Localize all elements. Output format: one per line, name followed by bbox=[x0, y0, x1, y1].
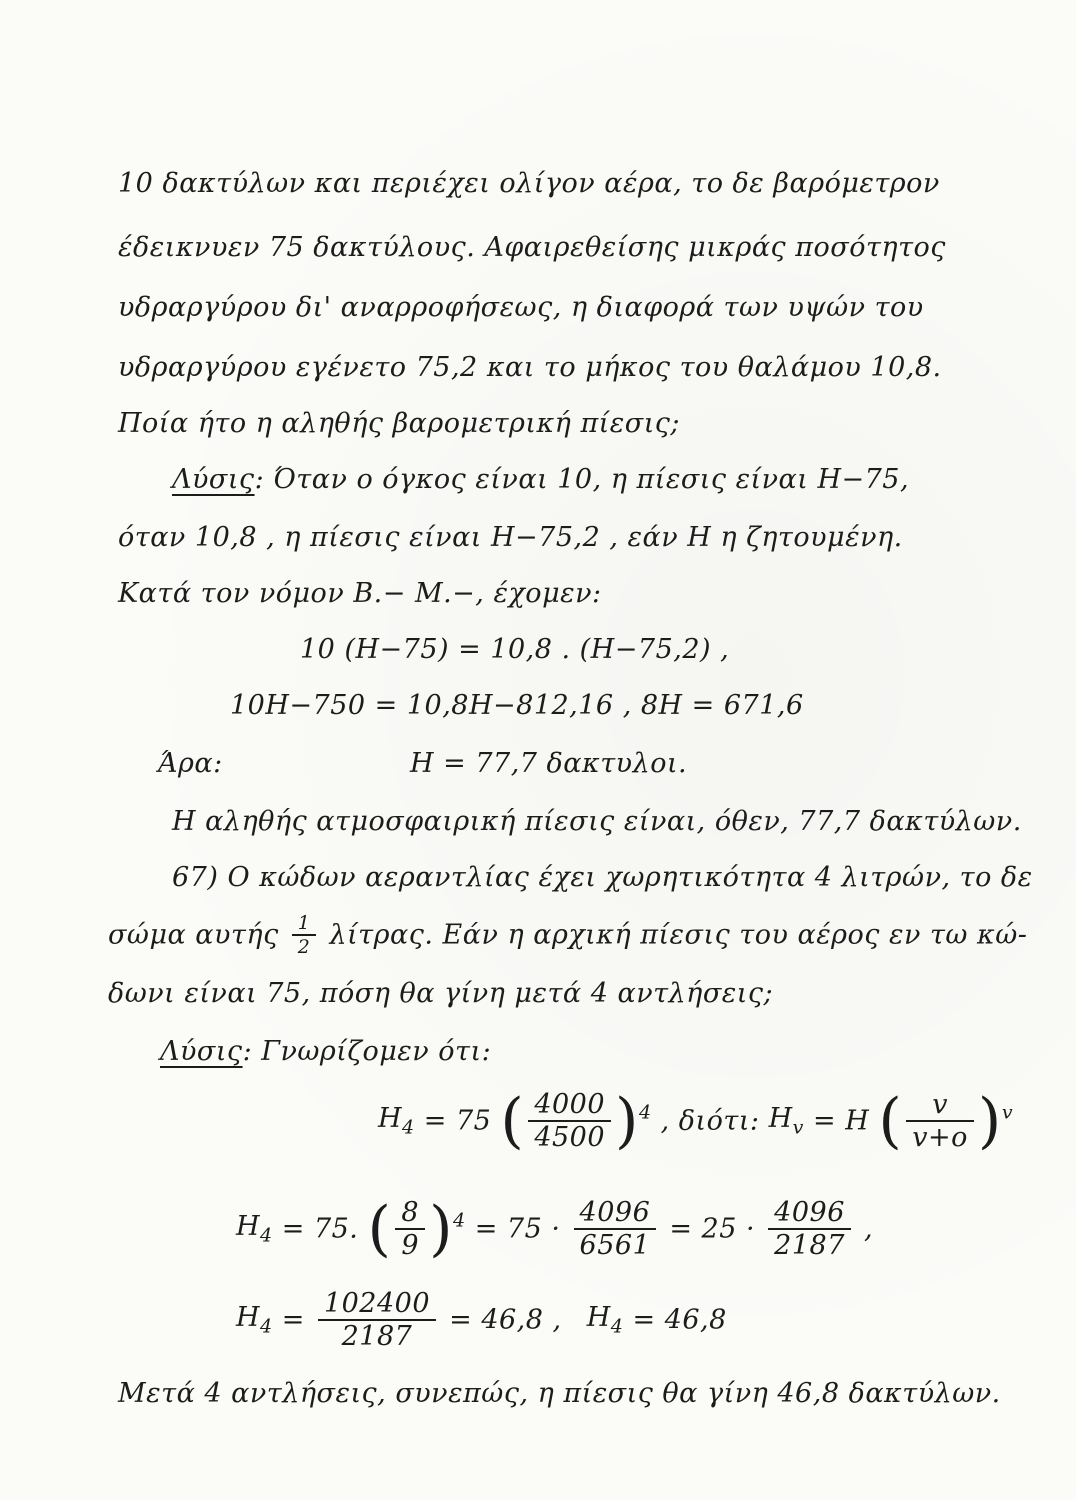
f1-fraction: $\frac{4000}{4500}$ bbox=[528, 1089, 611, 1153]
p66-line-1: 10 δακτύλων και περιέχει ολίγον αέρα, το δε βαρόμετρον bbox=[118, 168, 940, 199]
p66-solution-label: Λύσις bbox=[172, 464, 255, 495]
p66-line-4: υδραργύρου εγένετο 75,2 και το μήκος του θαλάμου 10,8. bbox=[118, 352, 942, 383]
f2-fraction-2: $\frac{4096}{6561}$ bbox=[574, 1197, 657, 1261]
f3-lhs-2: $H_4$ bbox=[586, 1302, 624, 1338]
f3-fraction: $\frac{102400}{2187}$ bbox=[318, 1288, 436, 1352]
p67-line-3: δωνι είναι 75, πόση θα γίνη μετά 4 αντλήσεις; bbox=[108, 978, 774, 1009]
p67-line-2 bbox=[108, 912, 1027, 958]
f2-coefficient: = 75. bbox=[281, 1213, 359, 1245]
p66-line-2: έδεικνυεν 75 δακτύλους. Αφαιρεθείσης μικράς ποσότητος bbox=[118, 232, 946, 263]
f3-eq: = bbox=[281, 1304, 305, 1336]
p67-solution-line-1: : Γνωρίζομεν ότι: bbox=[242, 1036, 492, 1067]
f1-general-lhs: $H_v$ bbox=[768, 1103, 804, 1139]
p67-solution bbox=[160, 1036, 491, 1067]
f2-end: , bbox=[863, 1213, 874, 1245]
p67-line-2-end: λίτρας. Εάν η αρχική πίεσις του αέρος εν τω κώ- bbox=[329, 919, 1028, 951]
f1-exponent: 4 bbox=[638, 1101, 652, 1124]
f2-fraction: $\frac{8}{9}$ bbox=[395, 1197, 425, 1261]
f1-coefficient: = 75 bbox=[423, 1105, 492, 1137]
p66-solution bbox=[172, 464, 909, 495]
formula-3 bbox=[236, 1288, 727, 1352]
half-numerator: 1 bbox=[297, 912, 311, 934]
half-denominator: 2 bbox=[292, 934, 317, 958]
f1-general-fraction: $\frac{v}{v+o}$ bbox=[906, 1089, 974, 1153]
p67-solution-label: Λύσις bbox=[160, 1036, 243, 1067]
f2-lhs: $H_4$ bbox=[236, 1211, 273, 1247]
p66-equation-1: 10 (H−75) = 10,8 . (H−75,2) , bbox=[300, 634, 730, 665]
f2-mid-2: = 25 · bbox=[669, 1213, 756, 1245]
f3-result-2: = 46,8 bbox=[632, 1304, 727, 1336]
f1-general-exponent: v bbox=[1001, 1101, 1014, 1124]
formula-1: $H_4 = 75$ ( $\frac{4000}{4500}$ )$^4$ , διότι: $H_v = H$ ( $\frac{v}{v+o}$ )$^v$ bbox=[378, 1086, 1014, 1156]
p66-equation-2: 10H−750 = 10,8H−812,16 , 8H = 671,6 bbox=[230, 690, 804, 721]
p66-line-3: υδραργύρου δι' αναρροφήσεως, η διαφορά των υψών του bbox=[118, 292, 924, 323]
p66-ara-label: Άρα: bbox=[158, 748, 223, 779]
half-fraction bbox=[292, 912, 317, 958]
f1-lhs: $H_4$ bbox=[378, 1103, 415, 1139]
p66-solution-line-2: όταν 10,8 , η πίεσις είναι H−75,2 , εάν H η ζητουμένη. bbox=[118, 522, 903, 553]
p66-solution-line-3: Κατά τον νόμον B.− M.−, έχομεν: bbox=[118, 578, 602, 609]
p66-result: H = 77,7 δακτυλοι. bbox=[410, 748, 688, 779]
formula-2: $H_4 = 75$. ( $\frac{8}{9}$ )$^4$ = 75 · $\frac{4096}{6561}$ = 25 · $\frac{4096}{2187}$ , bbox=[236, 1194, 874, 1264]
f2-mid: = 75 · bbox=[474, 1213, 561, 1245]
p67-line-2-start: σώμα αυτής bbox=[108, 919, 279, 951]
p66-line-5: Ποία ήτο η αληθής βαρομετρική πίεσις; bbox=[118, 408, 680, 439]
p66-conclusion: Η αληθής ατμοσφαιρική πίεσις είναι, όθεν, 77,7 δακτύλων. bbox=[172, 806, 1022, 837]
f2-fraction-3: $\frac{4096}{2187}$ bbox=[768, 1197, 851, 1261]
f1-because: , διότι: bbox=[660, 1105, 760, 1137]
f1-general-eq: = H bbox=[813, 1105, 870, 1137]
p67-line-1: 67) Ο κώδων αεραντλίας έχει χωρητικότητα 4 λιτρών, το δε bbox=[172, 862, 1033, 893]
p67-conclusion: Μετά 4 αντλήσεις, συνεπώς, η πίεσις θα γίνη 46,8 δακτύλων. bbox=[118, 1378, 1001, 1409]
f3-result: = 46,8 , bbox=[449, 1304, 562, 1336]
f3-lhs: $H_4$ bbox=[236, 1302, 273, 1338]
f2-exponent: 4 bbox=[453, 1209, 466, 1232]
p66-solution-line-1: : Όταν ο όγκος είναι 10, η πίεσις είναι H−75, bbox=[254, 464, 910, 495]
